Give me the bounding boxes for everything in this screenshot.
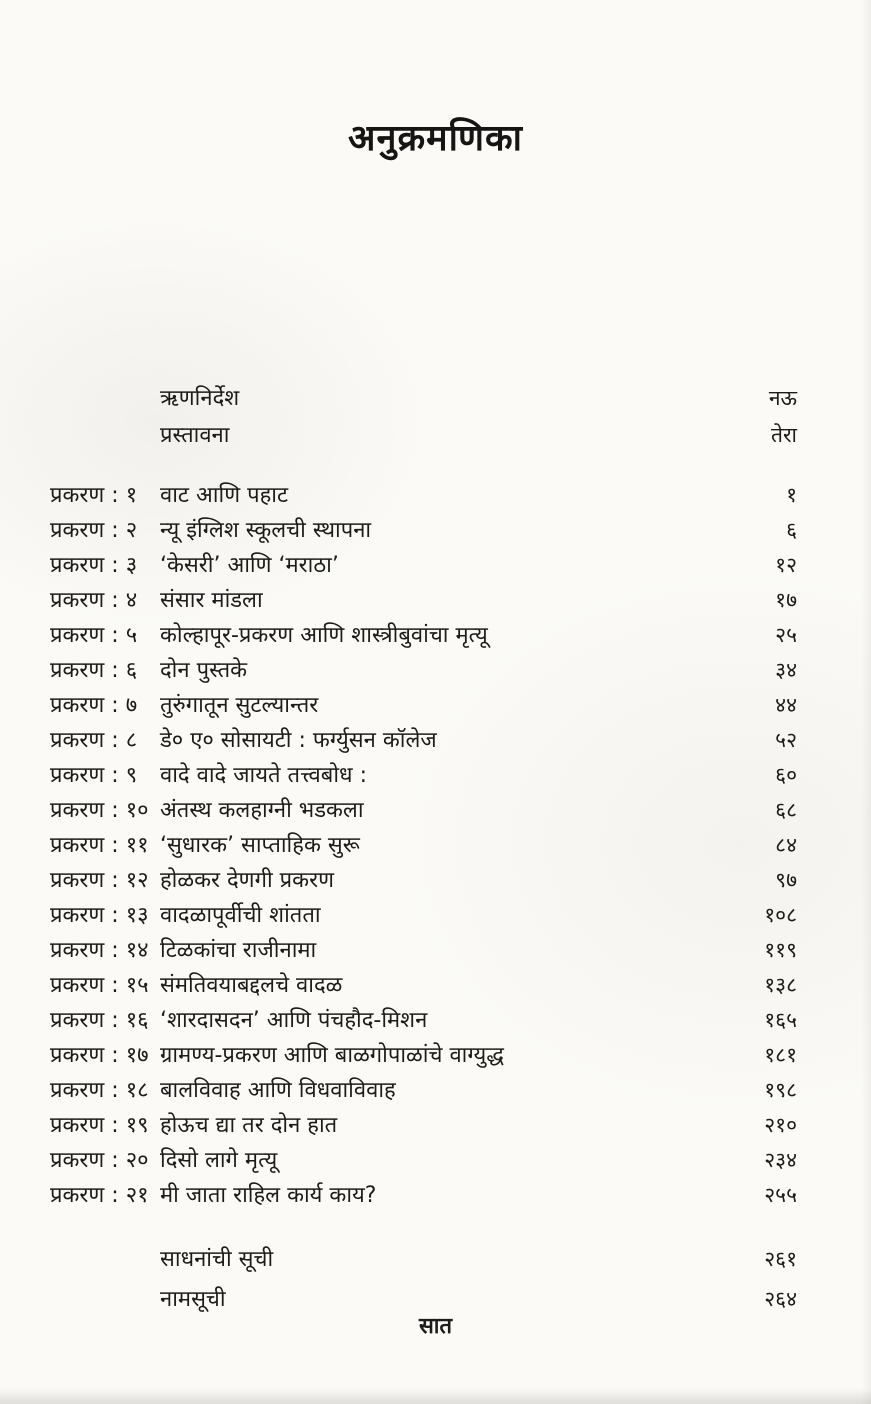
chapter-number-label: प्रकरण : ७ — [50, 693, 138, 718]
chapter-title: संसार मांडला — [160, 588, 263, 613]
chapter-number-label: प्रकरण : १० — [50, 798, 149, 823]
chapter-row — [50, 793, 797, 828]
chapter-row — [50, 653, 797, 688]
back-matter-list — [50, 1239, 797, 1319]
table-of-contents — [50, 380, 797, 1319]
front-matter-label: प्रस्तावना — [160, 423, 230, 448]
chapter-row — [50, 688, 797, 723]
chapter-row — [50, 898, 797, 933]
chapter-title: ग्रामण्य-प्रकरण आणि बाळगोपाळांचे वाग्युद्ध — [160, 1043, 504, 1068]
page-number: ३४ — [775, 658, 797, 682]
chapter-row — [50, 1178, 797, 1213]
chapter-number-label: प्रकरण : ८ — [50, 728, 138, 753]
chapter-title: वादळापूर्वीची शांतता — [160, 903, 321, 928]
chapter-row — [50, 1143, 797, 1178]
chapter-row — [50, 1108, 797, 1143]
chapter-row — [50, 968, 797, 1003]
chapter-row — [50, 723, 797, 758]
chapter-number-label: प्रकरण : ६ — [50, 658, 138, 683]
chapter-row — [50, 478, 797, 513]
page-number: ६ — [786, 518, 797, 542]
page-number: ४४ — [775, 693, 797, 717]
chapter-number-label: प्रकरण : ४ — [50, 588, 138, 613]
back-matter-row — [50, 1239, 797, 1279]
back-matter-label: साधनांची सूची — [160, 1247, 274, 1272]
chapter-title: टिळकांचा राजीनामा — [160, 938, 317, 963]
chapter-title: ‘सुधारक’ साप्ताहिक सुरू — [160, 833, 360, 858]
page-number: ५२ — [775, 728, 797, 752]
footer-page-label: सात — [418, 1314, 453, 1339]
scan-shadow-bottom — [0, 1388, 871, 1404]
chapter-row — [50, 1038, 797, 1073]
page-number: नऊ — [768, 386, 797, 410]
chapter-title: डे० ए० सोसायटी : फर्ग्युसन कॉलेज — [160, 728, 437, 753]
chapter-number-label: प्रकरण : १७ — [50, 1043, 149, 1068]
chapter-number-label: प्रकरण : ३ — [50, 553, 138, 578]
chapter-title: दिसो लागे मृत्यू — [160, 1148, 278, 1173]
chapter-row — [50, 758, 797, 793]
chapter-number-label: प्रकरण : ९ — [50, 763, 138, 788]
page-number: ६० — [775, 763, 797, 787]
chapter-row — [50, 618, 797, 653]
chapter-row — [50, 513, 797, 548]
page-number: २५५ — [764, 1183, 797, 1207]
chapter-number-label: प्रकरण : २० — [50, 1148, 149, 1173]
chapter-number-label: प्रकरण : १६ — [50, 1008, 149, 1033]
chapter-title: ‘केसरी’ आणि ‘मराठा’ — [160, 553, 339, 578]
chapter-title: कोल्हापूर-प्रकरण आणि शास्त्रीबुवांचा मृत्यू — [160, 623, 488, 648]
chapter-title: होळकर देणगी प्रकरण — [160, 868, 334, 893]
chapter-title: वाट आणि पहाट — [160, 483, 289, 508]
scan-shadow-right — [861, 0, 871, 1404]
chapter-row — [50, 863, 797, 898]
chapter-row — [50, 548, 797, 583]
page-number: ६८ — [775, 798, 797, 822]
chapter-number-label: प्रकरण : १५ — [50, 973, 149, 998]
chapter-row — [50, 1073, 797, 1108]
chapter-title: होऊच द्या तर दोन हात — [160, 1113, 338, 1138]
chapter-title: मी जाता राहिल कार्य काय? — [160, 1183, 377, 1208]
chapter-row — [50, 583, 797, 618]
chapter-number-label: प्रकरण : १८ — [50, 1078, 149, 1103]
page-number: १७ — [775, 588, 797, 612]
page-number: १ — [786, 483, 797, 507]
chapter-title: वादे वादे जायते तत्त्वबोध : — [160, 763, 367, 788]
page-number: तेरा — [771, 423, 797, 447]
chapter-number-label: प्रकरण : ११ — [50, 833, 149, 858]
front-matter-row — [50, 417, 797, 454]
page-number: १६५ — [764, 1008, 797, 1032]
chapter-number-label: प्रकरण : २ — [50, 518, 138, 543]
page-number: १०८ — [764, 903, 797, 927]
chapter-title: न्यू इंग्लिश स्कूलची स्थापना — [160, 518, 372, 543]
page-number: २५ — [775, 623, 797, 647]
chapter-row — [50, 828, 797, 863]
page-number: १२ — [775, 553, 797, 577]
chapter-row — [50, 1003, 797, 1038]
page-number: २६१ — [764, 1247, 797, 1271]
page-number: १९८ — [764, 1078, 797, 1102]
chapter-number-label: प्रकरण : १३ — [50, 903, 149, 928]
page-number: २३४ — [764, 1148, 797, 1172]
front-matter-label: ऋणनिर्देश — [160, 386, 240, 411]
chapter-number-label: प्रकरण : १४ — [50, 938, 149, 963]
chapter-title: तुरुंगातून सुटल्यान्तर — [160, 693, 319, 718]
front-matter-list — [50, 380, 797, 454]
chapter-number-label: प्रकरण : ५ — [50, 623, 138, 648]
chapter-title: संमतिवयाबद्दलचे वादळ — [160, 973, 343, 998]
page-number: ८४ — [775, 833, 797, 857]
chapter-title: अंतस्थ कलहाग्नी भडकला — [160, 798, 364, 823]
chapter-title: ‘शारदासदन’ आणि पंचहौद-मिशन — [160, 1008, 428, 1033]
back-matter-label: नामसूची — [160, 1287, 226, 1312]
chapter-list — [50, 478, 797, 1213]
chapter-number-label: प्रकरण : १९ — [50, 1113, 149, 1138]
chapter-title: दोन पुस्तके — [160, 658, 248, 683]
chapter-row — [50, 933, 797, 968]
chapter-number-label: प्रकरण : २१ — [50, 1183, 149, 1208]
chapter-number-label: प्रकरण : १२ — [50, 868, 149, 893]
page-number: ९७ — [775, 868, 797, 892]
front-matter-row — [50, 380, 797, 417]
page-title: अनुक्रमणिका — [348, 118, 523, 159]
page-number: १३८ — [764, 973, 797, 997]
page-number: २६४ — [764, 1287, 797, 1311]
page-number: १८१ — [764, 1043, 797, 1067]
chapter-title: बालविवाह आणि विधवाविवाह — [160, 1078, 396, 1103]
chapter-number-label: प्रकरण : १ — [50, 483, 138, 508]
page-number: २१० — [764, 1113, 797, 1137]
page-number: ११९ — [764, 938, 797, 962]
